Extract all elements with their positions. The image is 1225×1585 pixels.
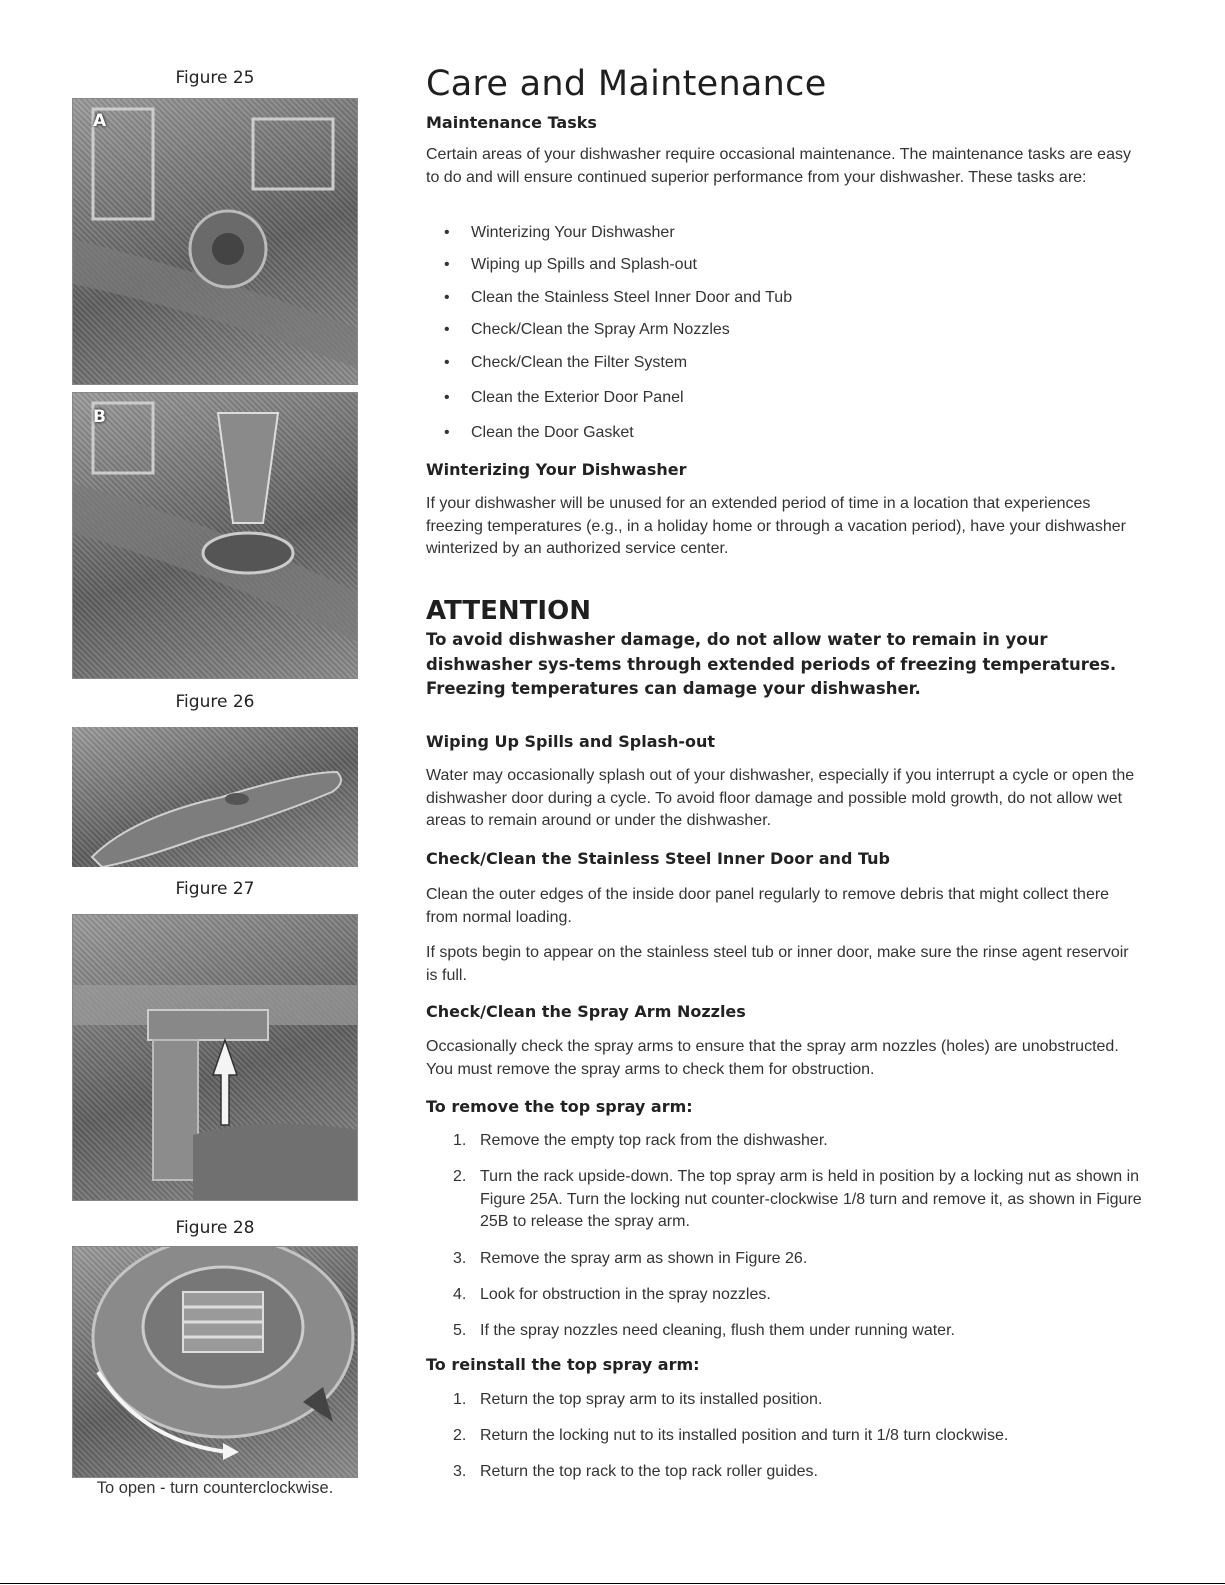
steel-text-2: If spots begin to appear on the stainless steel tub or inner door, make sure the rinse agent reservoir is full. bbox=[426, 944, 1129, 984]
figure-26-photo bbox=[72, 727, 358, 867]
reinstall-heading: To reinstall the top spray arm: bbox=[426, 1355, 700, 1374]
list-item: 3. Return the top rack to the top rack roller guides. bbox=[453, 1463, 818, 1480]
figure-28-caption: Figure 28 bbox=[175, 1218, 255, 1238]
list-item: 5. If the spray nozzles need cleaning, flush them under running water. bbox=[453, 1322, 955, 1339]
filter-illustration bbox=[73, 1247, 358, 1478]
maintenance-tasks-heading: Maintenance Tasks bbox=[426, 113, 597, 132]
page-bottom-rule bbox=[0, 1583, 1225, 1584]
attention-text: To avoid dishwasher damage, do not allow water to remain in your dishwasher sys-tems through extended periods of freezing temperatures. Freezing temperatures can damage your dishwasher. bbox=[426, 630, 1117, 698]
spray-heading: Check/Clean the Spray Arm Nozzles bbox=[426, 1002, 746, 1021]
steel-text-1: Clean the outer edges of the inside door panel regularly to remove debris that might collect there from normal loading. bbox=[426, 886, 1110, 926]
winterizing-heading: Winterizing Your Dishwasher bbox=[426, 460, 687, 479]
figure-27-photo bbox=[72, 914, 358, 1201]
list-item: 2. Return the locking nut to its installed position and turn it 1/8 turn clockwise. bbox=[453, 1427, 1009, 1444]
list-item: 4. Look for obstruction in the spray nozzles. bbox=[453, 1286, 771, 1303]
list-item: • Clean the Stainless Steel Inner Door and Tub bbox=[446, 289, 792, 307]
list-item: 2. Turn the rack upside-down. The top spray arm is held in position by a locking nut as shown in Figure 25A. Turn the locking nut counter-clockwise 1/8 turn and remove it, as shown in Figure 25B to release the spray arm. bbox=[453, 1168, 1142, 1230]
figure-25-caption: Figure 25 bbox=[175, 68, 255, 88]
figure-25-label-a: A bbox=[93, 111, 107, 131]
spray-arm-nut-removed-illustration bbox=[73, 393, 358, 679]
figure-28-photo bbox=[72, 1246, 358, 1478]
figure-26-caption: Figure 26 bbox=[175, 692, 255, 712]
list-item: • Check/Clean the Filter System bbox=[446, 354, 687, 372]
winterizing-text: If your dishwasher will be unused for an extended period of time in a location that experiences freezing temperatures (e.g., in a holiday home or through a vacation period), have your dishwasher winterized by an authorized service center. bbox=[426, 495, 1126, 557]
list-item: • Winterizing Your Dishwasher bbox=[446, 224, 675, 242]
list-item: • Wiping up Spills and Splash-out bbox=[446, 256, 697, 274]
page-title: Care and Maintenance bbox=[426, 64, 827, 104]
figure-25-label-b: B bbox=[93, 407, 106, 427]
steel-heading: Check/Clean the Stainless Steel Inner Door and Tub bbox=[426, 849, 890, 868]
figure-28-note: To open - turn counterclockwise. bbox=[96, 1479, 334, 1497]
wiping-text: Water may occasionally splash out of your dishwasher, especially if you interrupt a cycle or open the dishwasher door during a cycle. To avoid floor damage and possible mold growth, do not allow wet areas to remain around or under the dishwasher. bbox=[426, 767, 1135, 829]
list-item: 3. Remove the spray arm as shown in Figure 26. bbox=[453, 1250, 808, 1267]
figure-27-caption: Figure 27 bbox=[175, 879, 255, 899]
list-item: • Clean the Door Gasket bbox=[446, 424, 634, 442]
list-item: 1. Return the top spray arm to its installed position. bbox=[453, 1391, 823, 1408]
list-item: 1. Remove the empty top rack from the dishwasher. bbox=[453, 1132, 828, 1149]
spray-text: Occasionally check the spray arms to ensure that the spray arm nozzles (holes) are unobstructed. You must remove the spray arms to check them for obstruction. bbox=[426, 1038, 1119, 1078]
maintenance-intro: Certain areas of your dishwasher require occasional maintenance. The maintenance tasks are easy to do and will ensure continued superior performance from your dishwasher. These tasks are: bbox=[426, 146, 1131, 186]
list-item: • Clean the Exterior Door Panel bbox=[446, 389, 684, 407]
attention-heading: ATTENTION bbox=[426, 596, 591, 626]
figure-25b-photo bbox=[72, 392, 358, 679]
list-item: • Check/Clean the Spray Arm Nozzles bbox=[446, 321, 730, 339]
spray-arm-nut-illustration bbox=[73, 99, 358, 385]
wiping-heading: Wiping Up Spills and Splash-out bbox=[426, 732, 716, 751]
spray-arm-mount-illustration bbox=[73, 915, 358, 1201]
spray-arm-illustration bbox=[72, 727, 358, 867]
remove-heading: To remove the top spray arm: bbox=[426, 1097, 693, 1116]
up-arrow-icon bbox=[213, 1040, 237, 1125]
figure-25a-photo bbox=[72, 98, 358, 385]
